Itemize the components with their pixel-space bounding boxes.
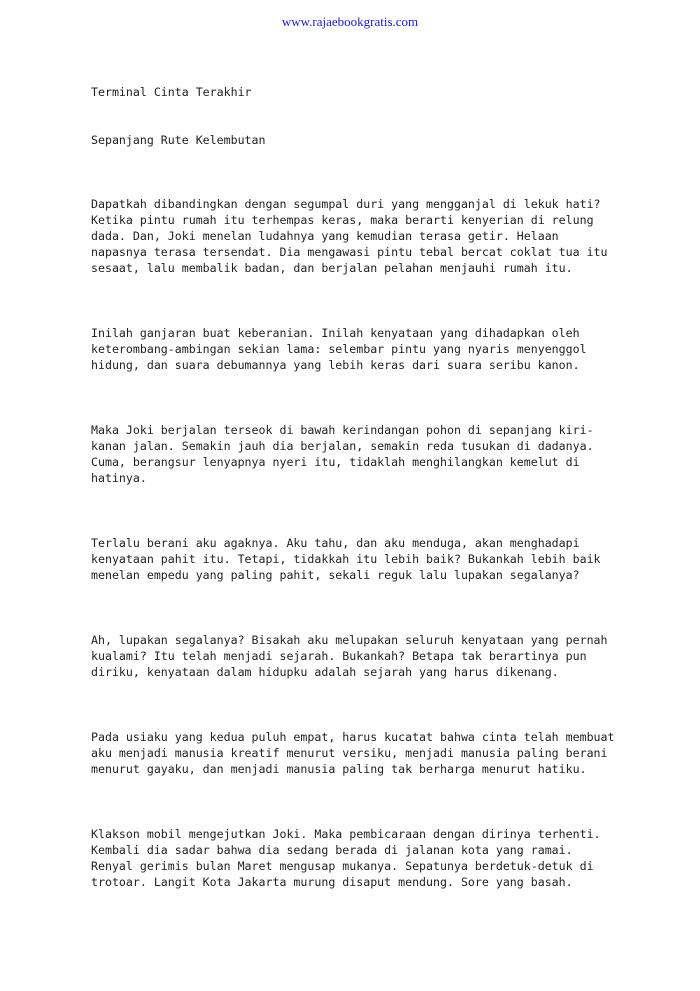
paragraph-line: hidung, dan suara debumannya yang lebih keras dari suara seribu kanon. [91,358,580,372]
paragraph-line: Dapatkah dibandingkan dengan segumpal duri yang mengganjal di lekuk hati? [91,197,601,211]
paragraph-line: Maka Joki berjalan terseok di bawah kerindangan pohon di sepanjang kiri- [91,423,594,437]
paragraph-line: Renyal gerimis bulan Maret mengusap mukanya. Sepatunya berdetuk-detuk di [91,859,594,873]
paragraph-line: diriku, kenyataan dalam hidupku adalah sejarah yang harus dikenang. [91,665,559,679]
paragraph-line: kualami? Itu telah menjadi sejarah. Bukankah? Betapa tak berartinya pun [91,649,587,663]
header-site-link[interactable]: www.rajaebookgratis.com [281,14,419,29]
document-subtitle: Sepanjang Rute Kelembutan [91,133,266,147]
paragraph-2 [91,325,621,373]
paragraph-line: kanan jalan. Semakin jauh dia berjalan, semakin reda tusukan di dadanya. [91,439,594,453]
paragraph-line: Kembali dia sadar bahwa dia sedang berada di jalanan kota yang ramai. [91,843,573,857]
paragraph-6 [91,729,621,777]
paragraph-line: trotoar. Langit Kota Jakarta murung disaput mendung. Sore yang basah. [91,875,573,889]
paragraph-1 [91,196,621,276]
paragraph-line: kenyataan pahit itu. Tetapi, tidakkah itu lebih baik? Bukankah lebih baik [91,552,601,566]
paragraph-line: Ketika pintu rumah itu terhempas keras, maka berarti kenyerian di relung [91,213,594,227]
paragraph-line: keterombang-ambingan sekian lama: selembar pintu yang nyaris menyenggol [91,342,587,356]
paragraph-4 [91,535,621,583]
paragraph-7 [91,826,621,890]
paragraph-line: menurut gayaku, dan menjadi manusia paling tak berharga menurut hatiku. [91,762,587,776]
paragraph-5 [91,632,621,680]
document-title: Terminal Cinta Terakhir [91,85,252,99]
paragraph-line: hatinya. [91,471,147,485]
paragraph-line: sesaat, lalu membalik badan, dan berjalan pelahan menjauhi rumah itu. [91,261,573,275]
paragraph-line: aku menjadi manusia kreatif menurut versiku, menjadi manusia paling berani [91,746,608,760]
paragraph-line: dada. Dan, Joki menelan ludahnya yang kemudian terasa getir. Helaan [91,229,559,243]
paragraph-line: menelan empedu yang paling pahit, sekali reguk lalu lupakan segalanya? [91,568,580,582]
paragraph-3 [91,422,621,486]
paragraph-line: Klakson mobil mengejutkan Joki. Maka pembicaraan dengan dirinya terhenti. [91,827,601,841]
paragraph-line: Cuma, berangsur lenyapnya nyeri itu, tidaklah menghilangkan kemelut di [91,455,580,469]
paragraph-line: Terlalu berani aku agaknya. Aku tahu, dan aku menduga, akan menghadapi [91,536,580,550]
paragraph-line: Pada usiaku yang kedua puluh empat, harus kucatat bahwa cinta telah membuat [91,730,615,744]
paragraph-line: napasnya terasa tersendat. Dia mengawasi pintu tebal bercat coklat tua itu [91,245,608,259]
paragraph-line: Inilah ganjaran buat keberanian. Inilah kenyataan yang dihadapkan oleh [91,326,580,340]
paragraph-line: Ah, lupakan segalanya? Bisakah aku melupakan seluruh kenyataan yang pernah [91,633,608,647]
